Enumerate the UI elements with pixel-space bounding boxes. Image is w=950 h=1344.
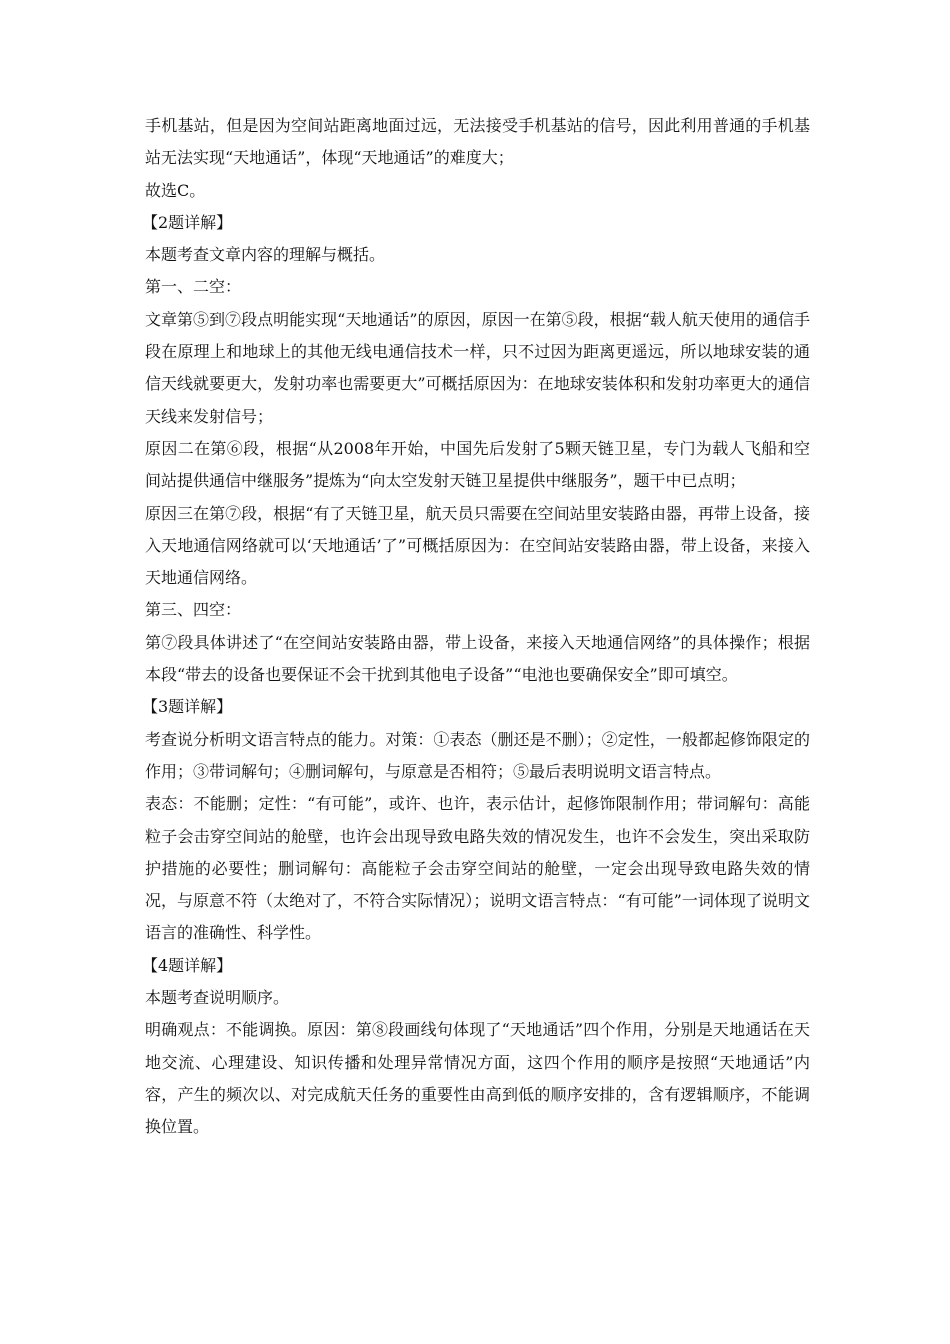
section-heading-q2: 【2题详解】 xyxy=(142,212,233,232)
paragraph: 第一、二空： xyxy=(145,277,242,297)
paragraph: 表态：不能删；定性：“有可能”，或许、也许，表示估计，起修饰限制作用；带词解句：高能粒子会击穿空间站的舱壁，也许会出现导致电路失效的情况发生，也许不会发生，突出采取防护措施的必要性；删词解句：高能粒子会击穿空间站的舱壁，一定会出现导致电路失效的情况，与原意不符（太绝对了，不符合实际情况）；说明文语言特点：“有可能”一词体现了说明文语言的准确性、科学性。 xyxy=(145,794,810,943)
paragraph: 考查说分析明文语言特点的能力。对策：①表态（删还是不删）；②定性，一般都起修饰限定的作用；③带词解句；④删词解句，与原意是否相符；⑤最后表明说明文语言特点。 xyxy=(145,729,810,781)
paragraph: 第⑦段具体讲述了“在空间站安装路由器，带上设备，来接入天地通信网络”的具体操作；根据本段“带去的设备也要保证不会干扰到其他电子设备”“电池也要确保安全”即可填空。 xyxy=(145,632,810,685)
paragraph: 原因三在第⑦段，根据“有了天链卫星，航天员只需要在空间站里安装路由器，再带上设备，接入天地通信网络就可以‘天地通话’了”可概括原因为：在空间站安装路由器，带上设备，来接入天地通信网络。 xyxy=(145,503,810,588)
paragraph: 明确观点：不能调换。原因：第⑧段画线句体现了“天地通话”四个作用，分别是天地通话在天地交流、心理建设、知识传播和处理异常情况方面，这四个作用的顺序是按照“天地通话”内容，产生的频次以、对完成航天任务的重要性由高到低的顺序安排的，含有逻辑顺序，不能调换位置。 xyxy=(145,1020,810,1137)
section-heading-q3: 【3题详解】 xyxy=(142,697,233,717)
paragraph: 本题考查说明顺序。 xyxy=(145,988,290,1008)
paragraph: 原因二在第⑥段，根据“从2008年开始，中国先后发射了5颗天链卫星，专门为载人飞船和空间站提供通信中继服务”提炼为“向太空发射天链卫星提供中继服务”，题干中已点明； xyxy=(145,438,810,491)
paragraph-answer: 故选C。 xyxy=(145,180,206,200)
paragraph: 文章第⑤到⑦段点明能实现“天地通话”的原因，原因一在第⑤段，根据“载人航天使用的通信手段在原理上和地球上的其他无线电通信技术一样，只不过因为距离更遥远，所以地球安装的通信天线就要更大，发射功率也需要更大”可概括原因为：在地球安装体积和发射功率更大的通信天线来发射信号； xyxy=(145,309,810,426)
paragraph-continuation: 手机基站，但是因为空间站距离地面过远，无法接受手机基站的信号，因此利用普通的手机基站无法实现“天地通话”，体现“天地通话”的难度大； xyxy=(145,116,810,168)
paragraph: 第三、四空： xyxy=(145,600,242,620)
document-body xyxy=(142,110,810,1144)
section-heading-q4: 【4题详解】 xyxy=(142,955,233,975)
paragraph: 本题考查文章内容的理解与概括。 xyxy=(145,245,386,265)
